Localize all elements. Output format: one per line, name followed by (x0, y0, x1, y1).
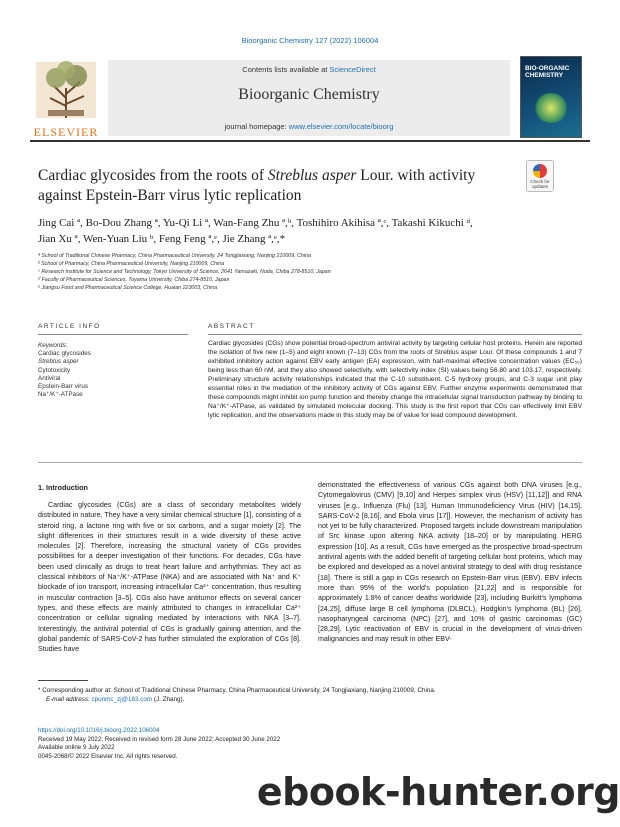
authors-line1[interactable]: Jing Cai ª, Bo-Dou Zhang ª, Yu-Qi Li ª, Wan-Fang Zhu ª,ᵇ, Toshihiro Akihisa ª,ᶜ, Takashi Kikuchi ᵈ, (38, 217, 473, 229)
affiliation-b: ᵇ School of Pharmacy, China Pharmaceutical University, Nanjing 210009, China (38, 261, 225, 267)
header-divider (30, 140, 590, 142)
elsevier-wordmark: ELSEVIER (33, 125, 99, 139)
abstract-text: Cardiac glycosides (CGs) show potential broad-spectrum antiviral activity by targeting cellular host proteins. Herein are reported the isolation of five new (1–5) and eight known (7–13) CGs from the roots of Streblus asper Lour. Of these compounds 1 and 7 exhibited inhibitory action against EBV early antigen (EA) expression, with half-maximal effective concentration values (EC₅₀) being less than 60 nM, and they also showed selectivity, with selectivity index (SI) values being 56.80 and 103.17, respectively. Preliminary structure activity relationships indicated that the C-10 substituent, C-5 hydroxy groups, and C-3 sugar unit play essential roles in the mediation of the inhibitory activity of CGs against EBV. Further enzyme experiments demonstrated that these compounds might inhibit ion pump function and thereby change the intracellular signal transduction pathway by binding to Na⁺/K⁺-ATPase, as validated by simulated molecular docking. This study is the first report that CGs can effectively limit EBV lytic replication, and the observations made in this study may be of value for lead compound development. (208, 340, 582, 420)
publication-info (38, 727, 438, 761)
homepage-line: journal homepage: www.elsevier.com/locate/bioorg (224, 122, 394, 131)
affiliations (38, 252, 578, 292)
cover-title-line1: BIO-ORGANIC (525, 65, 570, 72)
contents-line: Contents lists available at ScienceDirect (242, 65, 376, 74)
keyword-item: Streblus asper (38, 358, 79, 366)
article-title: Cardiac glycosides from the roots of Streblus asper Lour. with activity against Epstein-Barr virus lytic replication (38, 167, 476, 204)
elsevier-tree-icon (30, 58, 102, 122)
check-updates-label: Check for updates (530, 179, 550, 189)
affiliation-e: ᵉ Jiangsu Food and Pharmaceutical Science College, Huaian 223003, China (38, 285, 218, 291)
keyword-item: Cytotoxicity (38, 366, 71, 374)
keywords-label: Keywords: (38, 342, 68, 349)
sciencedirect-link[interactable]: ScienceDirect (329, 65, 376, 74)
homepage-link[interactable]: www.elsevier.com/locate/bioorg (288, 122, 394, 131)
article-info-heading: ARTICLE INFO (38, 323, 101, 330)
keywords-block (38, 342, 188, 399)
affiliation-a: ª School of Traditional Chinese Pharmacy, China Pharmaceutical University, 24 Tongjiaxiang, Nanjing 210009, China (38, 253, 311, 259)
check-updates-icon (533, 164, 547, 178)
doi-link[interactable]: https://doi.org/10.1016/j.bioorg.2022.106004 (38, 727, 160, 734)
authors-line2[interactable]: Jian Xu ª, Wen-Yuan Liu ᵇ, Feng Feng ª,ᵉ, Jie Zhang ª,ᵉ,* (38, 233, 286, 245)
affiliation-c: ᶜ Research Institute for Science and Technology, Tokyo University of Science, 2641 Yamazaki, Noda, Chiba 278-8510, Japan (38, 269, 331, 275)
keyword-item: Cardiac glycosides (38, 350, 91, 358)
journal-cover-image[interactable] (520, 56, 582, 138)
journal-banner (108, 60, 510, 136)
available-online: Available online 9 July 2022 (38, 744, 115, 752)
intro-right-column: demonstrated the effectiveness of various CGs against both DNA viruses [e.g., Cytomegalovirus (CMV) [9,10] and Herpes simplex virus (HSV) [11,12]] and RNA viruses [e.g., Influenza (Flu) [13], Human Immunodeficiency Virus (HIV) [14,15], SARS-CoV-2 [8,16], and Ebola virus [17]]. However, the mechanism of activity has not yet to be fully characterized. Proposed targets include downstream manipulation of Src kinase upon altering NKA activity [18–20] or by manipulating HERG expression [10]. As a result, CGs have emerged as the prospective broad-spectrum antiviral agents with the added benefit of targeting cellular host proteins, which may be explored and developed as a novel antiviral strategy to deal with drug resistance [18]. There is still a gap in CGs research on Epstein-Barr virus (EBV). EBV infects more than 95% of the world's population [21,22] and is responsible for approximately 1.8% of cancer deaths worldwide [23], including Burkitt's lymphoma [24,25], diffuse large B cell lymphoma (DLBCL), Hodgkin's lymphoma (BL) [26], nasopharyngeal carcinoma (NPC) [27], and 10% of gastric carcinomas (GC) [28,29]. Lytic reactivation of EBV is crucial in the development of virus-driven malignancies and may result in other EBV- (318, 481, 582, 644)
cover-artwork (533, 93, 569, 123)
affiliation-d: ᵈ Faculty of Pharmaceutical Sciences, Toyama University, Chiba 274-8510, Japan (38, 277, 230, 283)
email-link[interactable]: cpunmc_zj@163.com (91, 696, 153, 703)
abstract-bottom-rule (38, 462, 582, 463)
email-label: E-mail address: (46, 696, 90, 703)
footnote-text: * Corresponding author at: School of Traditional Chinese Pharmacy, China Pharmaceutical University, 24 Tongjiaxiang, Nanjing 210009, China. (38, 687, 436, 694)
copyright: 0045-2068/© 2022 Elsevier Inc. All rights reserved. (38, 752, 178, 760)
author-list (38, 215, 558, 247)
journal-name: Bioorganic Chemistry (238, 86, 380, 103)
abstract-rule (208, 334, 582, 335)
received-dates: Received 19 May 2022; Received in revised form 28 June 2022; Accepted 30 June 2022 (38, 735, 281, 743)
check-updates-button[interactable] (526, 160, 554, 192)
article-info-rule (38, 334, 188, 335)
keyword-item: Antiviral (38, 374, 61, 382)
watermark: ebook-hunter.org (256, 770, 620, 814)
elsevier-logo (30, 58, 102, 139)
abstract-heading: ABSTRACT (208, 323, 255, 330)
corresponding-author-footnote: * Corresponding author at: School of Traditional Chinese Pharmacy, China Pharmaceutical University, 24 Tongjiaxiang, Nanjing 210009, China. E-mail address: cpunmc_zj@163.com (J. Zhang). (38, 686, 586, 704)
intro-left-column: Cardiac glycosides (CGs) are a class of secondary metabolites widely distributed in nature. They have a very similar chemical structure [1], consisting of a steroid ring, a lactone ring with five or six carbons, and a sugar moiety [2]. The slight differences in their structures result in a wide diversity of these active molecules [2]. Therefore, increasing the structural variety of CGs provides possibilities for a deeper investigation of their functions. For decades, CGs have been used clinically as drugs to treat heart failure and arrhythmias. They act as classical inhibitors of Na⁺/K⁺-ATPase (NKA) and are associated with Na⁺ and K⁺ blockade of ion transport, increasing intracellular Ca²⁺ concentration, thus resulting in muscular contraction [3–5]. CGs also have antitumor effects on several cancer types, and these effects are mainly attributed to changes in intracellular Ca²⁺ concentration or cellular signaling mediated by interactions with NKA [3–7]. Interestingly, the antiviral potential of CGs is gradually gaining attention, and the global pandemic of SARS-CoV-2 has further stimulated the exploration of CGs [8]. Studies have (38, 501, 301, 654)
cover-title-line2: CHEMISTRY (525, 72, 564, 79)
journal-citation[interactable]: Bioorganic Chemistry 127 (2022) 106004 (241, 36, 379, 45)
section-heading-introduction: 1. Introduction (38, 483, 88, 492)
keyword-item: Na⁺/K⁺-ATPase (38, 391, 83, 399)
keyword-item: Epstein-Barr virus (38, 383, 89, 391)
footnote-rule (38, 680, 88, 681)
